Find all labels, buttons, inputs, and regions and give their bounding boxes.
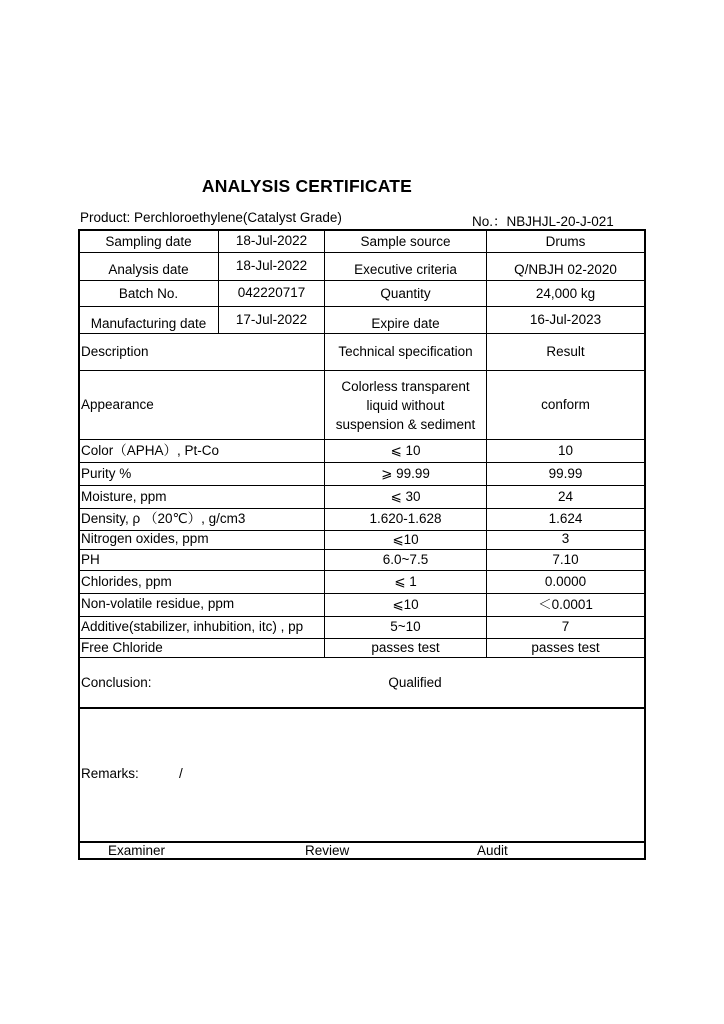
column-header-result: Result: [546, 344, 585, 359]
row-divider: [78, 549, 645, 550]
row-divider: [78, 638, 645, 639]
certificate-number: No.：NBJHJL-20-J-021: [472, 214, 614, 229]
row-divider: [78, 462, 645, 463]
row-description: PH: [81, 552, 100, 567]
row-description: Chlorides, ppm: [81, 574, 172, 589]
row-spec: 5~10: [390, 619, 421, 634]
sampling-date-label: Sampling date: [105, 234, 192, 249]
row-result: 1.624: [548, 511, 583, 526]
batch-no-value: 042220717: [237, 285, 306, 300]
row-divider: [78, 616, 645, 617]
row-result: 7: [561, 619, 570, 634]
row-divider: [78, 252, 645, 253]
row-result: 3: [561, 531, 570, 546]
row-spec: ⩽10: [392, 532, 419, 547]
manufacturing-date-label: Manufacturing date: [90, 316, 207, 331]
row-spec: ⩽ 1: [394, 574, 417, 589]
analysis-date-value: 18-Jul-2022: [235, 258, 308, 273]
row-divider: [78, 370, 645, 371]
table-border-top: [78, 229, 645, 231]
row-spec: 6.0~7.5: [382, 552, 429, 567]
row-divider: [78, 593, 645, 594]
row-spec: ⩾ 99.99: [381, 466, 430, 481]
column-header-technical-specification: Technical specification: [338, 344, 473, 359]
sample-source-value: Drums: [545, 234, 586, 249]
row-description: Additive(stabilizer, inhubition, itc) , pp: [81, 619, 304, 634]
row-description: Non-volatile residue, ppm: [81, 596, 235, 611]
batch-no-label: Batch No.: [118, 286, 179, 301]
row-divider: [78, 439, 645, 440]
row-result: 0.0000: [544, 574, 587, 589]
audit-label: Audit: [477, 843, 508, 858]
remarks-label: Remarks:: [81, 766, 139, 781]
expire-date-value: 16-Jul-2023: [529, 312, 602, 327]
row-result: 7.10: [552, 552, 579, 567]
conclusion-label: Conclusion:: [81, 675, 152, 690]
executive-criteria-label: Executive criteria: [354, 262, 457, 277]
analysis-date-label: Analysis date: [108, 262, 189, 277]
appearance-label: Appearance: [81, 397, 154, 412]
manufacturing-date-value: 17-Jul-2022: [235, 312, 308, 327]
review-label: Review: [305, 843, 350, 858]
quantity-value: 24,000 kg: [535, 286, 596, 301]
product-name: Product: Perchloroethylene(Catalyst Grade): [80, 210, 342, 225]
appearance-result: conform: [541, 397, 590, 412]
table-border-right: [644, 229, 646, 860]
row-result: passes test: [531, 640, 600, 655]
column-header-description: Description: [81, 344, 149, 359]
row-divider: [78, 306, 645, 307]
sampling-date-value: 18-Jul-2022: [235, 233, 308, 248]
appearance-spec-line2: liquid without: [366, 398, 445, 413]
row-result: 24: [557, 489, 574, 504]
row-result: ＜0.0001: [538, 597, 593, 612]
expire-date-label: Expire date: [371, 316, 440, 331]
row-result: 10: [557, 443, 574, 458]
executive-criteria-value: Q/NBJH 02-2020: [514, 262, 617, 277]
row-divider: [78, 570, 645, 571]
row-description: Moisture, ppm: [81, 489, 167, 504]
quantity-label: Quantity: [380, 286, 431, 301]
conclusion-value: Qualified: [388, 675, 442, 690]
row-spec: passes test: [371, 640, 440, 655]
row-divider: [78, 707, 645, 709]
row-divider: [78, 485, 645, 486]
row-divider: [78, 333, 645, 334]
examiner-label: Examiner: [108, 843, 166, 858]
appearance-spec-line3: suspension & sediment: [335, 417, 476, 432]
appearance-spec-line1: Colorless transparent: [341, 379, 470, 394]
row-description: Nitrogen oxides, ppm: [81, 531, 209, 546]
sample-source-label: Sample source: [360, 234, 451, 249]
row-divider: [78, 508, 645, 509]
row-spec: 1.620-1.628: [369, 511, 442, 526]
row-description: Color（APHA）, Pt-Co: [81, 443, 220, 458]
row-spec: ⩽ 10: [390, 443, 421, 458]
row-description: Free Chloride: [81, 640, 163, 655]
row-spec: ⩽ 30: [390, 489, 421, 504]
row-divider: [78, 657, 645, 658]
row-spec: ⩽10: [392, 597, 419, 612]
row-result: 99.99: [548, 466, 583, 481]
row-divider: [78, 280, 645, 281]
remarks-value: /: [179, 766, 183, 781]
row-description: Purity %: [81, 466, 132, 481]
certificate-title: ANALYSIS CERTIFICATE: [201, 176, 413, 196]
row-description: Density, ρ （20℃）, g/cm3: [81, 511, 246, 526]
